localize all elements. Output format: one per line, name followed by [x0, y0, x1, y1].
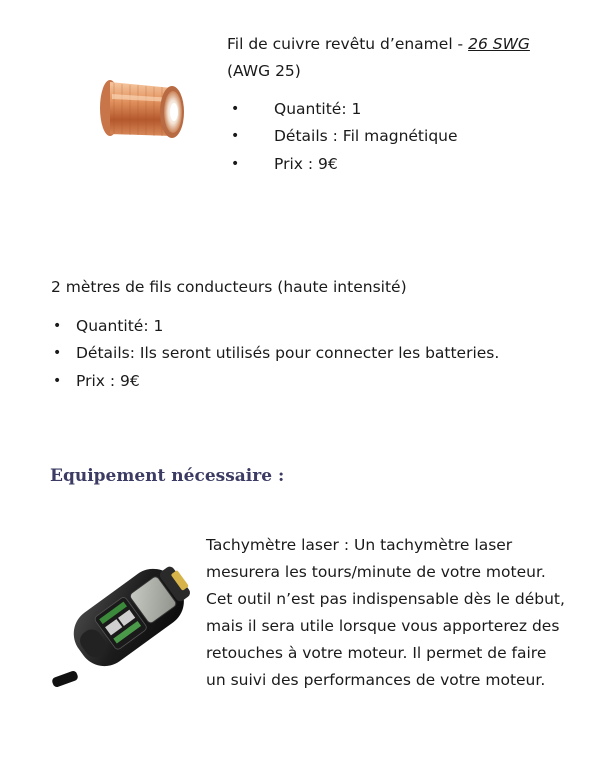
bullet-dot: • [231, 156, 240, 172]
bullet-dot: • [53, 318, 62, 334]
bullet-dot: • [53, 345, 62, 361]
tachometer-paragraph-line-6: un suivi des performances de votre moteur. [206, 671, 546, 689]
section1-title-line2: (AWG 25) [227, 62, 301, 80]
section2-title: 2 mètres de fils conducteurs (haute intensité) [51, 278, 407, 296]
tachometer-paragraph-line-2: mesurera les tours/minute de votre moteur. [206, 563, 546, 581]
tachometer-paragraph-line-4: mais il sera utile lorsque vous apporterez des [206, 617, 560, 635]
section2-bullet-details: Détails: Ils seront utilisés pour connecter les batteries. [76, 344, 500, 362]
laser-tachometer-image [50, 548, 200, 690]
section1-title-prefix: Fil de cuivre revêtu d’enamel - [227, 35, 469, 53]
bullet-dot: • [53, 373, 62, 389]
section1-title [227, 31, 530, 58]
section1-bullet-details: Détails : Fil magnétique [274, 127, 458, 145]
equipment-heading: Equipement nécessaire : [50, 466, 285, 486]
section1-bullet-price: Prix : 9€ [274, 155, 338, 173]
bullet-dot: • [231, 101, 240, 117]
section2-bullet-price: Prix : 9€ [76, 372, 140, 390]
tachometer-paragraph-line-3: Cet outil n’est pas indispensable dès le début, [206, 590, 565, 608]
tachometer-paragraph-line-1: Tachymètre laser : Un tachymètre laser [206, 536, 513, 554]
copper-wire-spool-image [92, 70, 192, 150]
section2-bullet-quantity: Quantité: 1 [76, 317, 164, 335]
section1-bullet-quantity: Quantité: 1 [274, 100, 362, 118]
tachometer-paragraph-line-5: retouches à votre moteur. Il permet de faire [206, 644, 547, 662]
swg-link[interactable]: 26 SWG [468, 35, 530, 53]
bullet-dot: • [231, 128, 240, 144]
